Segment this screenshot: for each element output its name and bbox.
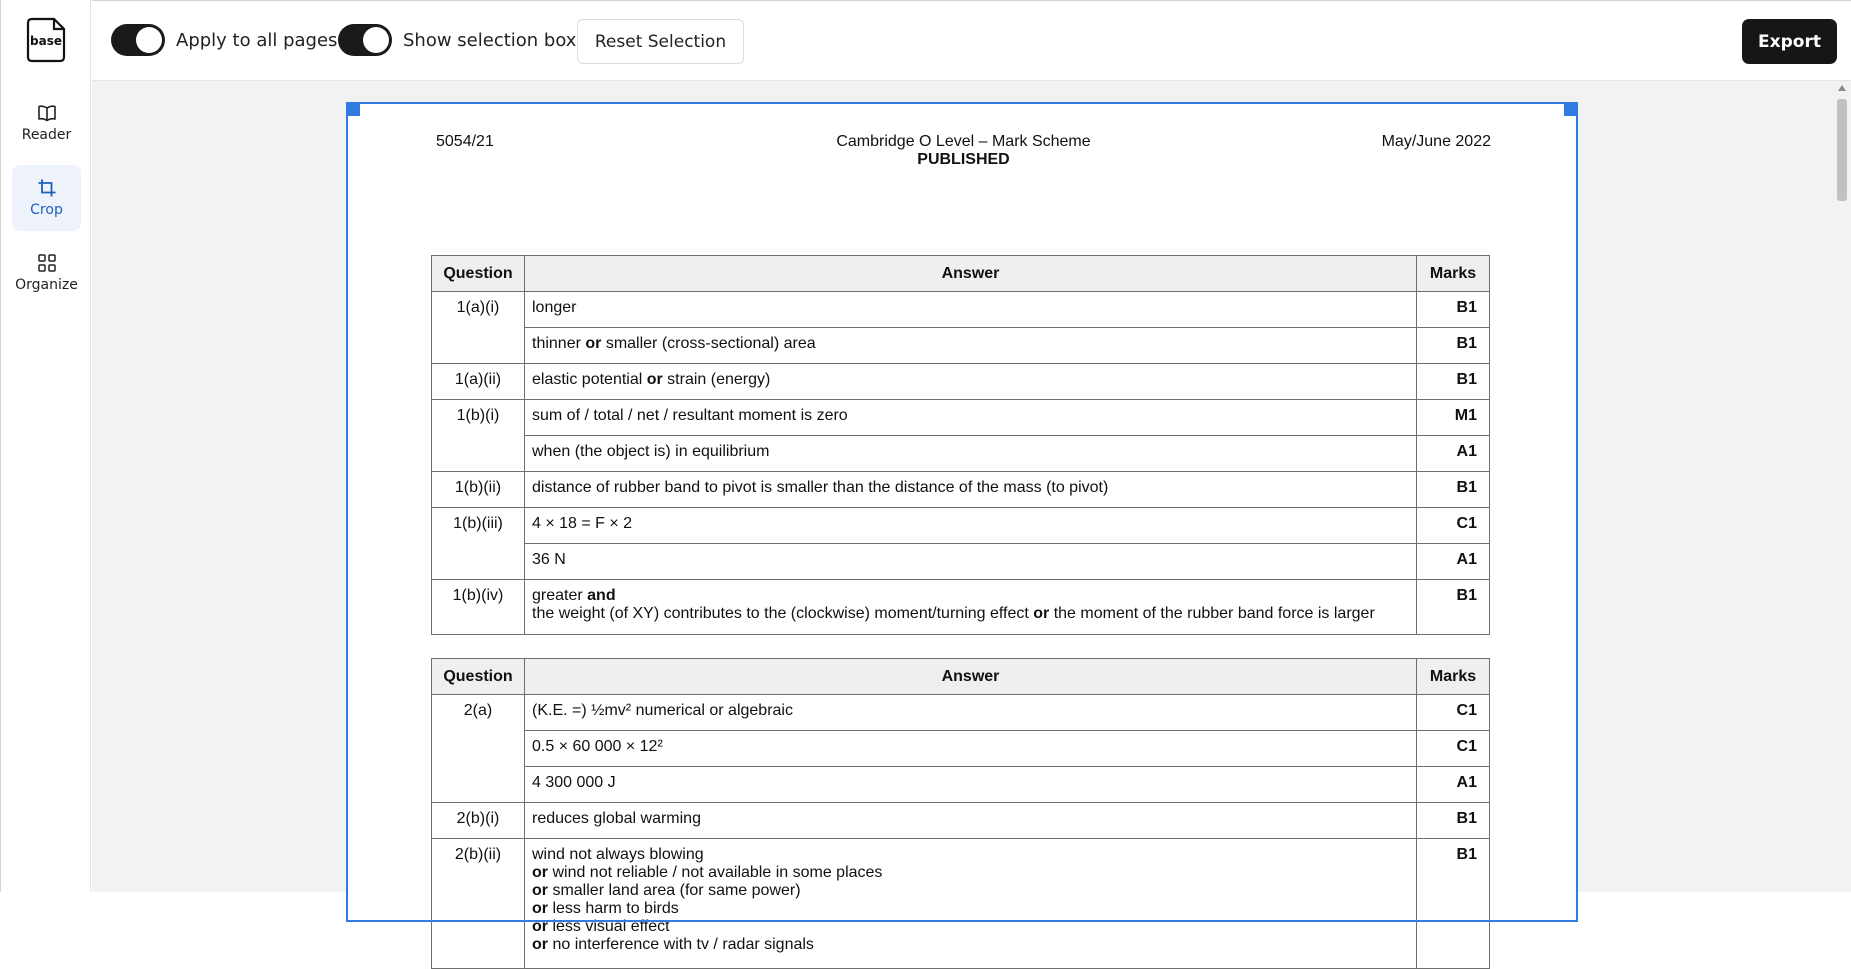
header-question: Question: [432, 256, 525, 292]
marks-cell: A1: [1417, 767, 1490, 803]
keyword-or: or: [1033, 605, 1050, 622]
keyword-or: or: [532, 864, 548, 881]
keyword-and: and: [587, 587, 616, 604]
keyword-or: or: [532, 882, 548, 899]
table-row: [432, 472, 1490, 508]
question-cell: 2(b)(i): [432, 803, 525, 839]
answer-text: less harm to birds: [552, 900, 679, 917]
logo-text: base: [30, 34, 62, 48]
answer-cell: longer: [525, 292, 1417, 328]
document-subtitle: PUBLISHED: [917, 151, 1010, 168]
sidebar-item-crop[interactable]: [12, 165, 81, 231]
reset-selection-button[interactable]: Reset Selection: [577, 19, 744, 64]
answer-cell: [525, 839, 1417, 969]
table-row: [432, 436, 1490, 472]
sidebar-item-label: Crop: [30, 202, 63, 218]
document-code: 5054/21: [436, 133, 494, 150]
header-marks: Marks: [1417, 256, 1490, 292]
answer-line: [532, 864, 1409, 882]
question-cell: 1(b)(iv): [432, 580, 525, 635]
answer-text: strain (energy): [662, 371, 771, 388]
sidebar-item-organize[interactable]: [12, 240, 81, 306]
marks-cell: B1: [1417, 580, 1490, 635]
header-question: Question: [432, 659, 525, 695]
table-row: [432, 544, 1490, 580]
show-selection-box-toggle[interactable]: [338, 24, 576, 56]
marks-cell: C1: [1417, 508, 1490, 544]
question-cell: 2(a): [432, 695, 525, 803]
question-cell: 1(b)(iii): [432, 508, 525, 580]
header-answer: Answer: [525, 256, 1417, 292]
marks-cell: A1: [1417, 436, 1490, 472]
table-row: [432, 508, 1490, 544]
sidebar-item-label: Reader: [21, 127, 72, 143]
document-title: Cambridge O Level – Mark Scheme: [836, 133, 1091, 150]
header-marks: Marks: [1417, 659, 1490, 695]
table-row: [432, 328, 1490, 364]
answer-line: [532, 882, 1409, 900]
answer-text: elastic potential: [532, 371, 647, 388]
keyword-or: or: [532, 936, 548, 953]
toggle-label: Show selection box: [403, 29, 577, 51]
table-row: [432, 292, 1490, 328]
table-row: [432, 767, 1490, 803]
keyword-or: or: [646, 371, 663, 388]
table-row: [432, 803, 1490, 839]
answer-line: [532, 605, 1409, 623]
toggle-knob: [363, 27, 389, 53]
scrollbar-thumb[interactable]: [1837, 99, 1847, 201]
answer-cell: sum of / total / net / resultant moment is zero: [525, 400, 1417, 436]
marks-cell: B1: [1417, 839, 1490, 969]
answer-text: the moment of the rubber band force is larger: [1049, 605, 1375, 622]
keyword-or: or: [532, 918, 548, 935]
marks-cell: B1: [1417, 472, 1490, 508]
answer-line: [532, 587, 1409, 605]
header-answer: Answer: [525, 659, 1417, 695]
answer-text: greater: [532, 587, 588, 604]
grid-icon: [37, 253, 57, 273]
answer-cell: (K.E. =) ½mv² numerical or algebraic: [525, 695, 1417, 731]
answer-text: smaller land area (for same power): [552, 882, 801, 899]
answer-text: no interference with tv / radar signals: [552, 936, 814, 953]
document-viewer[interactable]: [92, 81, 1833, 953]
answer-line: [532, 900, 1409, 918]
answer-cell: [525, 364, 1417, 400]
toggle-knob: [136, 27, 162, 53]
crop-icon: [37, 178, 57, 198]
app-logo[interactable]: [26, 17, 66, 63]
sidebar-item-reader[interactable]: [12, 90, 81, 156]
answer-text: the weight (of XY) contributes to the (clockwise) moment/turning effect: [532, 605, 1034, 622]
question-cell: 1(a)(ii): [432, 364, 525, 400]
sidebar-item-label: Organize: [15, 277, 78, 293]
answer-cell: 0.5 × 60 000 × 12²: [525, 731, 1417, 767]
keyword-or: or: [585, 335, 602, 352]
answer-text: thinner: [532, 335, 586, 352]
question-cell: 1(a)(i): [432, 292, 525, 364]
toggle-switch[interactable]: [111, 24, 165, 56]
marks-cell: B1: [1417, 292, 1490, 328]
table-row: [432, 839, 1490, 969]
answer-cell: 36 N: [525, 544, 1417, 580]
answer-line: [532, 936, 1409, 954]
marks-cell: C1: [1417, 731, 1490, 767]
answer-cell: [525, 580, 1417, 635]
question-cell: 2(b)(ii): [432, 839, 525, 969]
mark-scheme-table-2: [431, 658, 1490, 969]
export-button[interactable]: Export: [1742, 19, 1837, 64]
table-row: [432, 695, 1490, 731]
table-header-row: [432, 659, 1490, 695]
toggle-switch[interactable]: [338, 24, 392, 56]
toggle-label: Apply to all pages: [176, 29, 338, 51]
answer-cell: distance of rubber band to pivot is smaller than the distance of the mass (to pivot): [525, 472, 1417, 508]
question-cell: 1(b)(ii): [432, 472, 525, 508]
scroll-up-arrow-icon[interactable]: [1838, 85, 1846, 91]
marks-cell: A1: [1417, 544, 1490, 580]
mark-scheme-table-1: [431, 255, 1490, 635]
document-date: May/June 2022: [1381, 133, 1491, 150]
book-icon: [37, 103, 57, 123]
apply-to-all-pages-toggle[interactable]: [111, 24, 337, 56]
table-row: [432, 400, 1490, 436]
answer-text: wind not reliable / not available in some places: [552, 864, 883, 881]
keyword-or: or: [532, 900, 548, 917]
sidebar: [0, 0, 91, 892]
table-header-row: [432, 256, 1490, 292]
marks-cell: C1: [1417, 695, 1490, 731]
answer-text: less visual effect: [552, 918, 670, 935]
answer-cell: reduces global warming: [525, 803, 1417, 839]
marks-cell: B1: [1417, 364, 1490, 400]
answer-cell: 4 300 000 J: [525, 767, 1417, 803]
answer-cell: [525, 328, 1417, 364]
question-cell: 1(b)(i): [432, 400, 525, 472]
table-row: [432, 364, 1490, 400]
answer-cell: 4 × 18 = F × 2: [525, 508, 1417, 544]
marks-cell: B1: [1417, 328, 1490, 364]
table-row: [432, 580, 1490, 635]
table-row: [432, 731, 1490, 767]
answer-line: [532, 918, 1409, 936]
answer-line: wind not always blowing: [532, 846, 704, 863]
marks-cell: B1: [1417, 803, 1490, 839]
answer-cell: when (the object is) in equilibrium: [525, 436, 1417, 472]
vertical-scrollbar[interactable]: [1833, 81, 1851, 892]
marks-cell: M1: [1417, 400, 1490, 436]
answer-text: smaller (cross-sectional) area: [601, 335, 816, 352]
toolbar: [92, 0, 1851, 81]
pdf-page[interactable]: [346, 102, 1576, 953]
